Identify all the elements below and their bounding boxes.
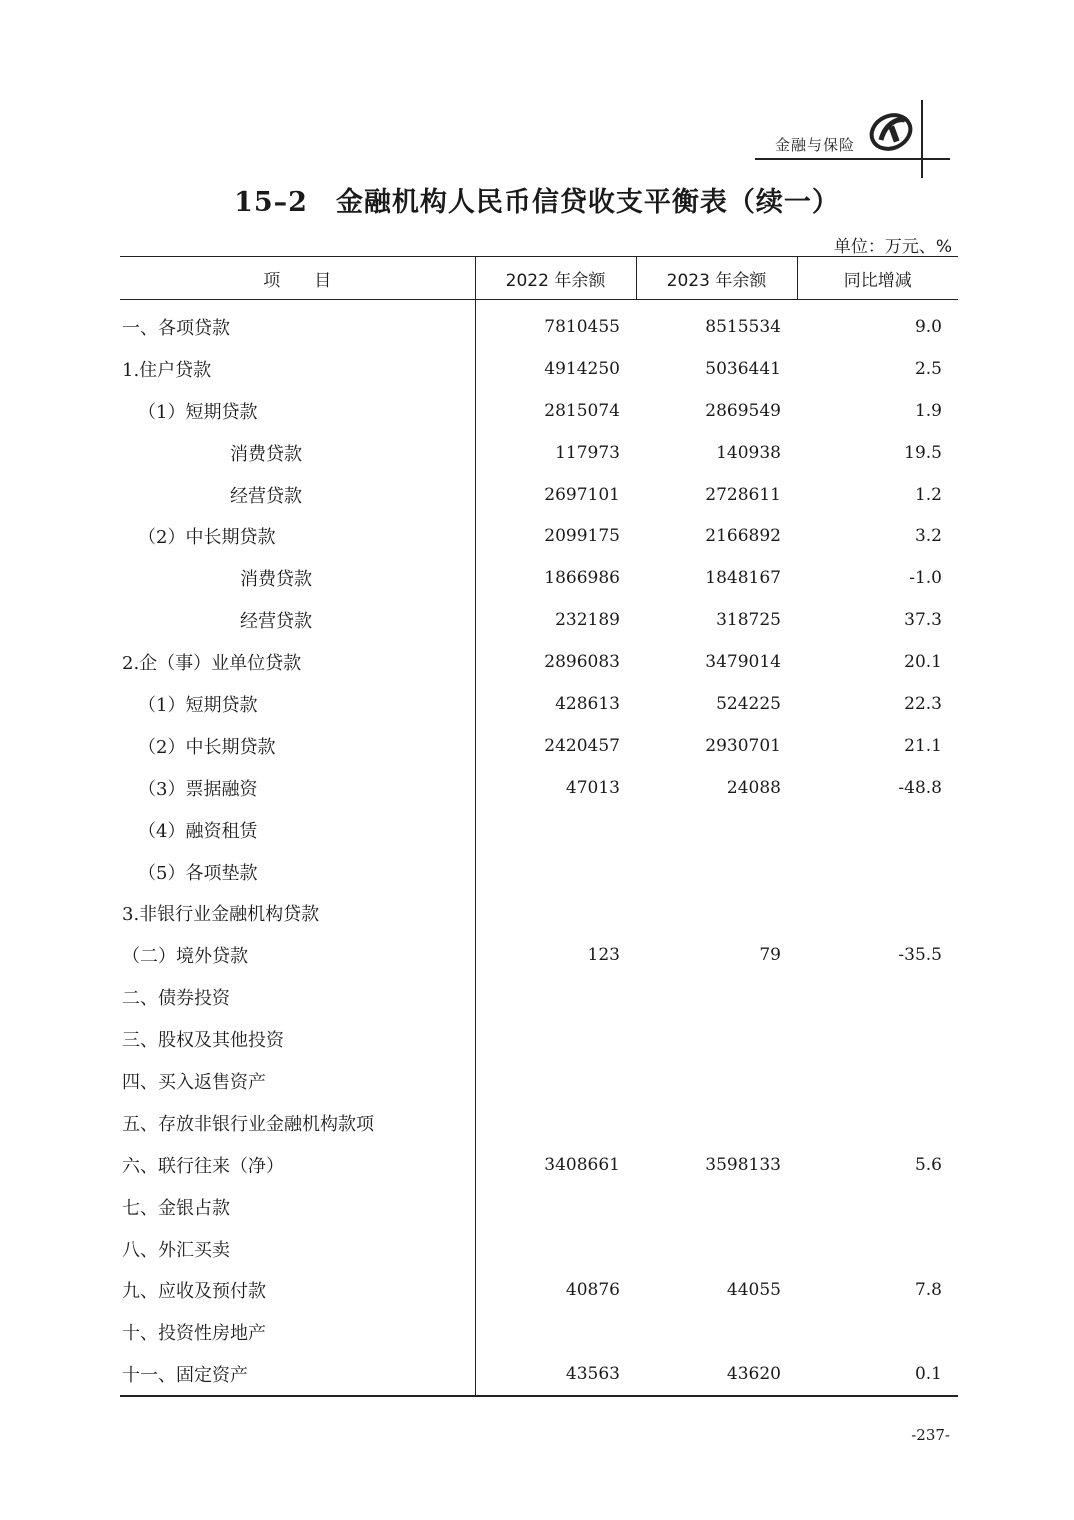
- section-label: 金融与保险: [775, 136, 856, 154]
- row-value-change: 9.0: [914, 316, 942, 337]
- row-item-label: 消费贷款: [120, 432, 475, 474]
- table-row: [120, 683, 958, 725]
- row-value-2022: 428613: [555, 693, 620, 714]
- row-value-change: 0.1: [797, 1353, 958, 1396]
- row-value-2022: 2420457: [544, 735, 620, 756]
- table-row: [120, 1353, 958, 1396]
- table-row: [120, 1186, 958, 1228]
- row-value-change: [797, 1186, 958, 1228]
- row-value-2023: [636, 1311, 797, 1353]
- row-item-label: 3.非银行业金融机构贷款: [120, 892, 475, 934]
- row-item-label: （二）境外贷款: [120, 934, 475, 976]
- row-value-2023: 2728611: [705, 484, 781, 505]
- row-item-label: （2）中长期贷款: [120, 725, 475, 767]
- row-value-2023: [636, 1186, 797, 1228]
- row-value-2022: [475, 1228, 636, 1270]
- row-value-2022: [475, 1018, 636, 1060]
- row-value-2022: 7810455: [544, 316, 620, 337]
- row-value-change: [797, 1060, 958, 1102]
- row-item-label: （1）短期贷款: [120, 390, 475, 432]
- row-item-label: （3）票据融资: [120, 767, 475, 809]
- row-value-2022: 2099175: [544, 526, 620, 547]
- row-item-label: 经营贷款: [120, 474, 475, 516]
- row-value-2022: 40876: [565, 1280, 620, 1301]
- row-value-2022: 3408661: [544, 1154, 620, 1175]
- row-item-label: （5）各项垫款: [120, 851, 475, 893]
- row-value-change: -48.8: [898, 777, 942, 798]
- table-row: [120, 300, 958, 348]
- row-value-2022: [475, 1311, 636, 1353]
- row-value-2022: 1866986: [544, 568, 620, 589]
- row-item-label: （4）融资租赁: [120, 809, 475, 851]
- row-value-2022: [475, 1060, 636, 1102]
- row-value-2023: 140938: [716, 442, 781, 463]
- row-value-2022: 232189: [555, 610, 620, 631]
- row-value-2023: 44055: [726, 1280, 781, 1301]
- row-value-2022: 43563: [475, 1353, 636, 1396]
- row-item-label: （2）中长期贷款: [120, 515, 475, 557]
- row-value-change: 3.2: [914, 526, 942, 547]
- row-value-change: 37.3: [904, 610, 942, 631]
- row-item-label: 十一、固定资产: [120, 1353, 475, 1396]
- column-header-item: 项 目: [120, 257, 475, 300]
- row-value-2022: [475, 1186, 636, 1228]
- table-row: [120, 1269, 958, 1311]
- column-header-2022: 2022 年余额: [475, 257, 636, 300]
- row-value-2023: [636, 1018, 797, 1060]
- row-item-label: 八、外汇买卖: [120, 1228, 475, 1270]
- row-item-label: 四、买入返售资产: [120, 1060, 475, 1102]
- section-header-mark: [755, 100, 955, 180]
- row-value-change: [797, 1228, 958, 1270]
- table-row: [120, 390, 958, 432]
- row-item-label: 五、存放非银行业金融机构款项: [120, 1102, 475, 1144]
- unit-label: 单位：万元、%: [833, 237, 952, 257]
- row-value-2023: 2930701: [705, 735, 781, 756]
- table-body: [120, 300, 958, 1397]
- row-value-2023: 524225: [716, 693, 781, 714]
- row-value-change: 22.3: [904, 693, 942, 714]
- table-row: [120, 725, 958, 767]
- row-value-2023: 8515534: [705, 316, 781, 337]
- row-value-change: [797, 892, 958, 934]
- row-value-2022: [475, 892, 636, 934]
- row-item-label: 一、各项贷款: [120, 300, 475, 348]
- row-value-2022: [475, 851, 636, 893]
- table-row: [120, 1018, 958, 1060]
- row-item-label: 2.企（事）业单位贷款: [120, 641, 475, 683]
- row-value-change: [797, 1311, 958, 1353]
- row-value-2023: 3598133: [705, 1154, 781, 1175]
- row-item-label: （1）短期贷款: [120, 683, 475, 725]
- row-value-change: 21.1: [904, 735, 942, 756]
- table-row: [120, 557, 958, 599]
- row-value-change: [797, 1018, 958, 1060]
- row-value-2023: 1848167: [705, 568, 781, 589]
- page-number: -237-: [911, 1426, 950, 1444]
- table-row: [120, 432, 958, 474]
- table-row: [120, 809, 958, 851]
- row-value-change: 1.9: [914, 400, 942, 421]
- row-value-2022: 4914250: [544, 358, 620, 379]
- table-row: [120, 348, 958, 390]
- row-value-2023: [636, 892, 797, 934]
- row-item-label: 六、联行往来（净）: [120, 1144, 475, 1186]
- row-value-2023: [636, 1102, 797, 1144]
- row-value-change: 20.1: [904, 652, 942, 673]
- table-row: [120, 892, 958, 934]
- table-row: [120, 515, 958, 557]
- row-value-change: -1.0: [909, 568, 942, 589]
- row-value-2023: [636, 1228, 797, 1270]
- table-row: [120, 851, 958, 893]
- table-row: [120, 767, 958, 809]
- row-value-2022: [475, 1102, 636, 1144]
- row-value-2023: 79: [759, 945, 781, 966]
- row-value-2023: 24088: [726, 777, 781, 798]
- row-item-label: 1.住户贷款: [120, 348, 475, 390]
- row-value-2022: [475, 809, 636, 851]
- row-value-2022: 2815074: [544, 400, 620, 421]
- row-value-2023: 3479014: [705, 652, 781, 673]
- row-value-2022: 2697101: [544, 484, 620, 505]
- row-value-change: [797, 851, 958, 893]
- row-value-2023: [636, 976, 797, 1018]
- table-title: 金融机构人民币信贷收支平衡表（续一）: [335, 187, 840, 218]
- row-value-2022: [475, 976, 636, 1018]
- row-value-2022: 2896083: [544, 652, 620, 673]
- table-row: [120, 976, 958, 1018]
- row-value-change: -35.5: [898, 945, 942, 966]
- row-item-label: 七、金银占款: [120, 1186, 475, 1228]
- row-value-2022: 123: [587, 945, 620, 966]
- row-value-2023: 5036441: [705, 358, 781, 379]
- row-value-change: [797, 976, 958, 1018]
- table-row: [120, 934, 958, 976]
- table-row: [120, 1311, 958, 1353]
- table-row: [120, 1228, 958, 1270]
- row-item-label: 十、投资性房地产: [120, 1311, 475, 1353]
- row-value-2023: 2869549: [705, 400, 781, 421]
- table-row: [120, 1060, 958, 1102]
- table-row: [120, 599, 958, 641]
- row-value-2023: 2166892: [705, 526, 781, 547]
- row-value-2022: 47013: [565, 777, 620, 798]
- row-value-2022: 117973: [555, 442, 620, 463]
- credit-balance-table: [120, 256, 958, 1397]
- row-value-change: [797, 809, 958, 851]
- header-vertical-rule: [921, 100, 923, 178]
- row-item-label: 二、债券投资: [120, 976, 475, 1018]
- table-number: 15–2: [234, 187, 308, 218]
- table-header-row: [120, 257, 958, 300]
- row-value-2023: [636, 851, 797, 893]
- row-item-label: 九、应收及预付款: [120, 1269, 475, 1311]
- row-item-label: 消费贷款: [120, 557, 475, 599]
- publication-logo-icon: [867, 110, 915, 154]
- row-value-change: 7.8: [914, 1280, 942, 1301]
- table-row: [120, 1144, 958, 1186]
- row-value-2023: 318725: [716, 610, 781, 631]
- row-value-change: 5.6: [914, 1154, 942, 1175]
- page-title: [0, 180, 1074, 219]
- row-value-2023: [636, 809, 797, 851]
- table-row: [120, 1102, 958, 1144]
- row-value-2023: 43620: [636, 1353, 797, 1396]
- row-value-2023: [636, 1060, 797, 1102]
- table-row: [120, 474, 958, 516]
- row-item-label: 三、股权及其他投资: [120, 1018, 475, 1060]
- row-value-change: [797, 1102, 958, 1144]
- column-header-change: 同比增减: [797, 257, 958, 300]
- row-item-label: 经营贷款: [120, 599, 475, 641]
- row-value-change: 2.5: [914, 358, 942, 379]
- balance-table-container: [120, 256, 958, 1397]
- row-value-change: 19.5: [904, 442, 942, 463]
- table-row: [120, 641, 958, 683]
- column-header-2023: 2023 年余额: [636, 257, 797, 300]
- row-value-change: 1.2: [914, 484, 942, 505]
